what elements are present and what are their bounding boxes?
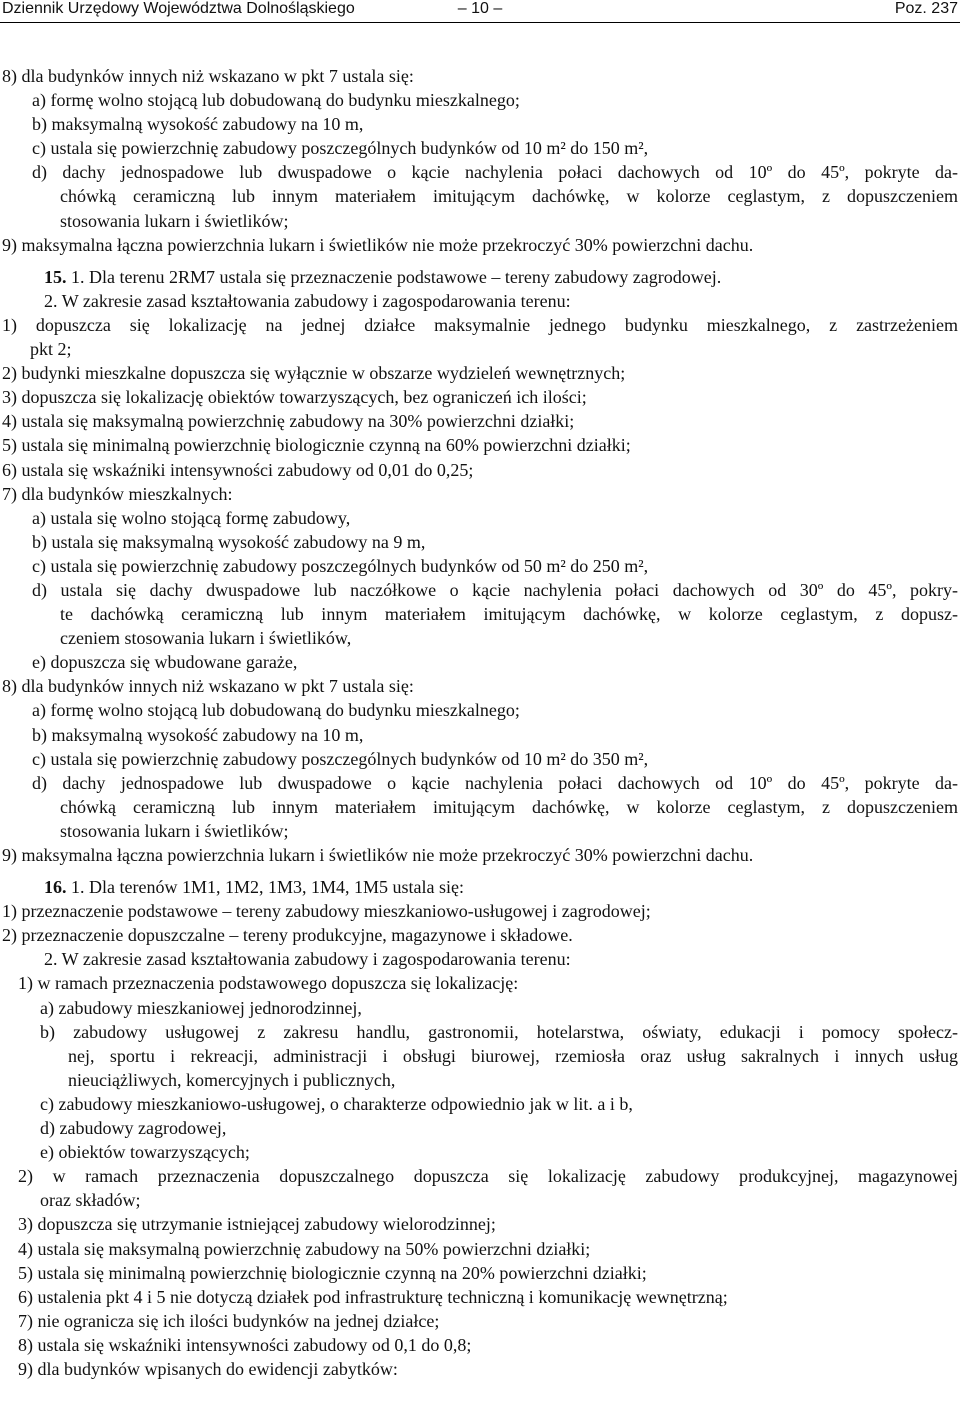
list-item: 1) w ramach przeznaczenia podstawowego dopuszcza się lokalizację: (18, 973, 519, 994)
section-number: 16. (44, 877, 67, 898)
list-item: b) maksymalną wysokość zabudowy na 10 m, (32, 114, 364, 135)
section-text: Dla terenów 1M1, 1M2, 1M3, 1M4, 1M5 ustala się: (89, 877, 464, 898)
section-16-subheading: 2. W zakresie zasad kształtowania zabudowy i zagospodarowania terenu: (44, 949, 571, 970)
list-item: b) ustala się maksymalną wysokość zabudowy na 9 m, (32, 531, 426, 552)
list-item: 4) ustala się maksymalną powierzchnię zabudowy na 30% powierzchni działki; (2, 411, 575, 432)
list-item: b) maksymalną wysokość zabudowy na 10 m, (32, 724, 364, 745)
journal-title: Dziennik Urzędowy Województwa Dolnośląskiego (2, 0, 355, 17)
list-item: 2) budynki mieszkalne dopuszcza się wyłącznie w obszarze wydzieleń wewnętrznych; (2, 363, 626, 384)
section-text: W zakresie zasad kształtowania zabudowy i zagospodarowania terenu: (61, 290, 571, 311)
list-item: d) dachy jednospadowe lub dwuspadowe o kącie nachylenia połaci dachowych od 10º do 45º, pokryte da- (32, 772, 958, 793)
list-item: a) zabudowy mieszkaniowej jednorodzinnej, (40, 997, 362, 1018)
list-item: b) zabudowy usługowej z zakresu handlu, gastronomii, hotelarstwa, oświaty, edukacji i pomocy społecz- (40, 1021, 958, 1042)
list-item: 1) dopuszcza się lokalizację na jednej działce maksymalnie jednego budynku mieszkalnego, z zastrzeżeniem (2, 314, 958, 335)
list-item-continuation: pkt 2; (30, 339, 72, 360)
list-item: 2) przeznaczenie dopuszczalne – tereny produkcyjne, magazynowe i składowe. (2, 925, 573, 946)
list-item: c) ustala się powierzchnię zabudowy poszczególnych budynków od 10 m² do 150 m², (32, 138, 649, 159)
subsection-number: 1. (71, 877, 85, 898)
section-number: 15. (44, 266, 67, 287)
list-item: a) ustala się wolno stojącą formę zabudowy, (32, 507, 351, 528)
section-16-heading (0, 875, 960, 899)
page-header (0, 0, 960, 23)
list-item: c) zabudowy mieszkaniowo-usługowej, o charakterze odpowiednio jak w lit. a i b, (40, 1093, 633, 1114)
list-item-continuation: stosowania lukarn i świetlików; (60, 820, 289, 841)
list-item: 2) w ramach przeznaczenia dopuszczalnego dopuszcza się lokalizację zabudowy produkcyjnej, magazynowej (18, 1166, 958, 1187)
list-item: 7) nie ogranicza się ich ilości budynków na jednej działce; (18, 1310, 440, 1331)
list-item: d) ustala się dachy dwuspadowe lub naczółkowe o kącie nachylenia połaci dachowych od 30º do 45º, pokry- (32, 579, 958, 600)
section-15-heading (0, 265, 960, 289)
subsection-number: 1. (71, 266, 85, 287)
list-item: c) ustala się powierzchnię zabudowy poszczególnych budynków od 10 m² do 350 m², (32, 748, 649, 769)
list-item: 9) dla budynków wpisanych do ewidencji zabytków: (18, 1358, 398, 1379)
list-item-continuation: stosowania lukarn i świetlików; (60, 210, 289, 231)
list-item: d) dachy jednospadowe lub dwuspadowe o kącie nachylenia połaci dachowych od 10º do 45º, pokryte da- (32, 162, 958, 183)
list-item: a) formę wolno stojącą lub dobudowaną do budynku mieszkalnego; (32, 700, 520, 721)
list-item: 3) dopuszcza się lokalizację obiektów towarzyszących, bez ograniczeń ich ilości; (2, 387, 587, 408)
subsection-number: 2. (44, 290, 58, 311)
page-number: – 10 – (457, 0, 503, 17)
list-item: d) zabudowy zagrodowej, (40, 1118, 227, 1139)
list-item-continuation: czeniem stosowania lukarn i świetlików, (60, 628, 352, 649)
list-item: 5) ustala się minimalną powierzchnię biologicznie czynną na 20% powierzchni działki; (18, 1262, 647, 1283)
list-item: 8) ustala się wskaźniki intensywności zabudowy od 0,1 do 0,8; (18, 1334, 472, 1355)
list-item: 9) maksymalna łączna powierzchnia lukarn i świetlików nie może przekroczyć 30% powierzchni dachu. (2, 234, 754, 255)
list-item-continuation: nieuciążliwych, komercyjnych i publicznych, (68, 1069, 396, 1090)
list-item: 7) dla budynków mieszkalnych: (2, 483, 233, 504)
position-number: Poz. 237 (894, 0, 958, 17)
list-item-continuation: chówką ceramiczną lub innym materiałem imitującym dachówkę, w kolorze ceglastym, z dopuszczeniem (60, 796, 958, 817)
list-item: e) obiektów towarzyszących; (40, 1142, 250, 1163)
list-item: 9) maksymalna łączna powierzchnia lukarn i świetlików nie może przekroczyć 30% powierzchni dachu. (2, 845, 754, 865)
list-item-continuation: te dachówką ceramiczną lub innym materiałem imitującym dachówkę, w kolorze ceglastym, z dopusz- (60, 604, 958, 625)
list-item: a) formę wolno stojącą lub dobudowaną do budynku mieszkalnego; (32, 90, 520, 111)
list-item: 8) dla budynków innych niż wskazano w pkt 7 ustala się: (2, 66, 414, 86)
list-item: 4) ustala się maksymalną powierzchnię zabudowy na 50% powierzchni działki; (18, 1238, 591, 1259)
list-item: c) ustala się powierzchnię zabudowy poszczególnych budynków od 50 m² do 250 m², (32, 555, 649, 576)
list-item-continuation: chówką ceramiczną lub innym materiałem imitującym dachówkę, w kolorze ceglastym, z dopuszczeniem (60, 186, 958, 207)
list-item-continuation: oraz składów; (40, 1190, 141, 1211)
list-item: 8) dla budynków innych niż wskazano w pkt 7 ustala się: (2, 676, 414, 697)
list-item: 6) ustala się wskaźniki intensywności zabudowy od 0,01 do 0,25; (2, 459, 474, 480)
list-item: 3) dopuszcza się utrzymanie istniejącej zabudowy wielorodzinnej; (18, 1214, 496, 1235)
section-text: Dla terenu 2RM7 ustala się przeznaczenie podstawowe – tereny zabudowy zagrodowej. (89, 266, 722, 287)
section-15-subheading (0, 289, 960, 313)
list-item-continuation: nej, sportu i rekreacji, administracji i obsługi biurowej, rzemiosła oraz usług sakralnych i innych usług (68, 1045, 958, 1066)
list-item: 6) ustalenia pkt 4 i 5 nie dotyczą działek pod infrastrukturę techniczną i komunikację wewnętrzną; (18, 1286, 728, 1307)
list-item: e) dopuszcza się wbudowane garaże, (32, 652, 298, 673)
document-body (0, 64, 960, 1381)
list-item: 1) przeznaczenie podstawowe – tereny zabudowy mieszkaniowo-usługowej i zagrodowej; (2, 901, 651, 922)
list-item: 5) ustala się minimalną powierzchnię biologicznie czynną na 60% powierzchni działki; (2, 435, 631, 456)
